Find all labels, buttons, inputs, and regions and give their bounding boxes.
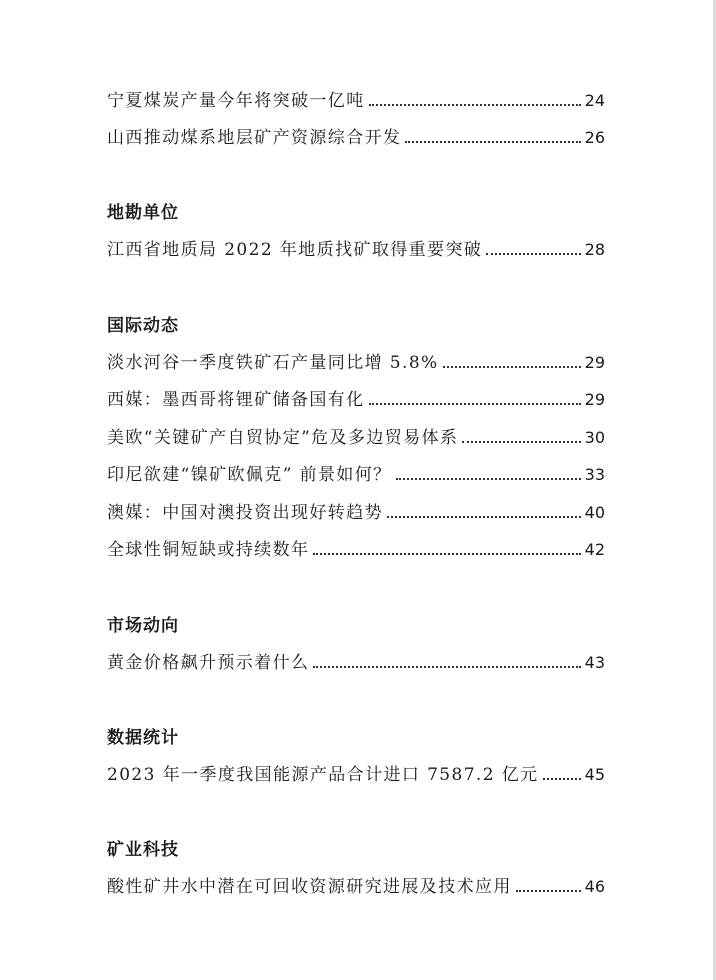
toc-entry[interactable] xyxy=(107,425,605,451)
toc-entry-title: 江西省地质局 2022 年地质找矿取得重要突破 xyxy=(107,240,483,260)
dot-leader xyxy=(516,890,581,892)
toc-entry-title: 印尼欲建“镍矿欧佩克” 前景如何？ xyxy=(107,465,392,486)
dot-leader xyxy=(462,441,580,443)
toc-entry-title: 淡水河谷一季度铁矿石产量同比增 5.8% xyxy=(107,353,439,373)
toc-section-energy xyxy=(107,88,605,163)
toc-entry[interactable] xyxy=(107,500,605,526)
toc-entry-page: 46 xyxy=(584,877,605,896)
dot-leader xyxy=(396,478,581,480)
dot-leader xyxy=(443,366,581,368)
toc-section-mining-tech xyxy=(107,837,605,911)
toc-entry[interactable] xyxy=(107,237,605,263)
toc-entry-page: 30 xyxy=(584,427,605,447)
toc-entry-page: 28 xyxy=(584,240,605,259)
toc-entry-page: 29 xyxy=(584,390,605,410)
toc-section-statistics xyxy=(107,725,605,799)
toc-entry-title: 黄金价格飙升预示着什么 xyxy=(107,653,310,673)
toc-entry[interactable] xyxy=(107,387,605,413)
dot-leader xyxy=(387,516,581,518)
toc-entry-page: 33 xyxy=(584,465,605,485)
toc-entry[interactable] xyxy=(107,537,605,563)
dot-leader xyxy=(369,403,581,405)
section-heading: 矿业科技 xyxy=(107,840,179,860)
dot-leader xyxy=(405,141,580,143)
section-heading: 市场动向 xyxy=(107,616,179,636)
toc-entry-page: 29 xyxy=(584,353,605,372)
dot-leader xyxy=(369,104,581,106)
toc-entry-page: 45 xyxy=(584,765,605,784)
toc-section-market xyxy=(107,613,605,687)
dot-leader xyxy=(486,253,580,255)
toc-section-international xyxy=(107,313,605,574)
dot-leader xyxy=(543,778,581,780)
toc-section-survey-units xyxy=(107,200,605,274)
toc-entry[interactable] xyxy=(107,462,605,488)
dot-leader xyxy=(313,666,580,668)
section-heading: 地勘单位 xyxy=(107,203,179,223)
toc-entry[interactable] xyxy=(107,125,605,151)
toc-entry-title: 宁夏煤炭产量今年将突破一亿吨 xyxy=(107,91,365,111)
section-heading: 国际动态 xyxy=(107,316,179,336)
toc-entry-title: 酸性矿井水中潜在可回收资源研究进展及技术应用 xyxy=(107,877,512,897)
section-heading: 数据统计 xyxy=(107,728,179,748)
toc-entry-title: 2023 年一季度我国能源产品合计进口 7587.2 亿元 xyxy=(107,765,539,785)
toc-entry[interactable] xyxy=(107,650,605,676)
toc-entry-page: 43 xyxy=(584,653,605,672)
toc-entry-title: 澳媒：中国对澳投资出现好转趋势 xyxy=(107,502,383,523)
toc-entry[interactable] xyxy=(107,350,605,376)
toc-entry-page: 26 xyxy=(584,128,605,148)
toc-entry[interactable] xyxy=(107,874,605,900)
toc-entry-title: 山西推动煤系地层矿产资源综合开发 xyxy=(107,128,402,149)
toc-entry-page: 24 xyxy=(584,91,605,110)
toc-entry-title: 全球性铜短缺或持续数年 xyxy=(107,539,310,560)
toc-entry-title: 美欧“关键矿产自贸协定”危及多边贸易体系 xyxy=(107,427,459,448)
dot-leader xyxy=(313,553,580,555)
toc-entry-page: 40 xyxy=(584,502,605,522)
toc-entry-title: 西媒：墨西哥将锂矿储备国有化 xyxy=(107,390,365,411)
toc-entry-page: 42 xyxy=(584,539,605,559)
toc-entry[interactable] xyxy=(107,88,605,114)
toc-entry[interactable] xyxy=(107,762,605,788)
